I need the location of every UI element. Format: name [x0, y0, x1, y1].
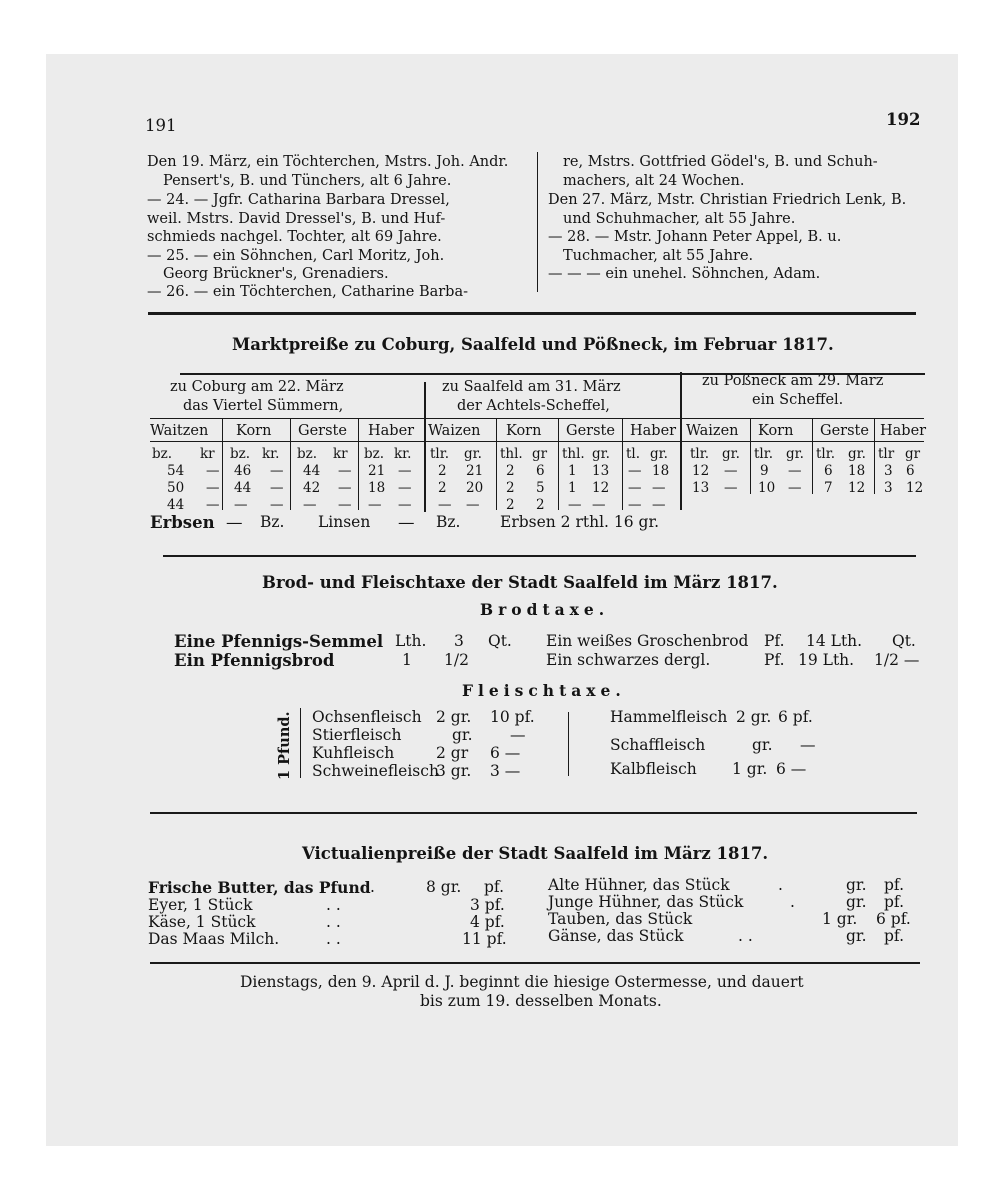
price-cell: 5 [536, 480, 545, 496]
victual-pf: pf. [484, 878, 505, 896]
notice-line: Pensert's, B. und Tünchers, alt 6 Jahre. [163, 173, 452, 189]
poessneck-header: zu Pößneck am 29. März [702, 373, 884, 389]
column-divider [568, 712, 569, 776]
notice-line: bis zum 19. desselben Monats. [420, 992, 662, 1010]
unit-label: tlr. [430, 446, 450, 462]
victual-item: Gänse, das Stück [548, 927, 684, 945]
leader-dots: . [790, 893, 795, 911]
victual-gr: 1 gr. [822, 910, 858, 928]
victual-title: Victualienpreiße der Stadt Saalfeld im März 1817. [302, 844, 769, 863]
fleisch-gr: gr. [752, 736, 773, 754]
price-cell: 13 [692, 480, 710, 496]
col-saalfeld-gerste: Gerste [566, 423, 615, 439]
price-cell: — [788, 480, 802, 496]
leader-dots: . . [738, 927, 753, 945]
price-cell: 21 [368, 463, 386, 479]
unit-label: gr. [786, 446, 804, 462]
unit-label: tlr. [816, 446, 836, 462]
brod-value: Qt. [488, 632, 512, 650]
price-cell: — [270, 463, 284, 479]
linsen-label: Linsen [318, 513, 371, 531]
brod-value: 3 [454, 632, 464, 650]
fleisch-gr: 2 gr [436, 744, 469, 762]
unit-label: gr. [464, 446, 482, 462]
price-cell: 20 [466, 480, 484, 496]
section-rule [150, 812, 917, 814]
price-cell: — [724, 463, 738, 479]
price-cell: — [234, 497, 248, 513]
victual-pf: 4 pf. [470, 913, 505, 931]
price-cell: — [652, 497, 666, 513]
unit-label: bz. [230, 446, 251, 462]
unit-label: tlr [878, 446, 895, 462]
price-cell: 6 [906, 463, 915, 479]
price-cell: 6 [536, 463, 545, 479]
price-cell: 9 [760, 463, 769, 479]
price-cell: 7 [824, 480, 833, 496]
notice-line: — 28. — Mstr. Johann Peter Appel, B. u. [548, 229, 842, 245]
brod-item: Eine Pfennigs-Semmel [174, 632, 384, 651]
column-divider [222, 418, 223, 510]
victual-pf: pf. [884, 876, 905, 894]
brod-value: 19 Lth. [798, 651, 855, 669]
price-cell: — [724, 480, 738, 496]
victual-gr: 8 gr. [426, 878, 462, 896]
fleisch-item: Hammelfleisch [610, 708, 728, 726]
victual-item: Frische Butter, das Pfund [148, 878, 371, 897]
price-cell: — [788, 463, 802, 479]
unit-label: tlr. [754, 446, 774, 462]
price-cell: — [398, 480, 412, 496]
price-cell: 1 [568, 480, 577, 496]
notice-line: weil. Mstrs. David Dressel's, B. und Huf- [147, 211, 446, 227]
unit-label: kr [200, 446, 215, 462]
price-cell: — [206, 480, 220, 496]
price-cell: 12 [848, 480, 866, 496]
unit-label: Bz. [260, 513, 285, 531]
table-rule [150, 418, 924, 419]
price-cell: — [206, 463, 220, 479]
page-number-left: 191 [145, 116, 177, 135]
price-cell: 42 [303, 480, 321, 496]
price-cell: — [438, 497, 452, 513]
price-cell: 2 [506, 480, 515, 496]
brod-value: Qt. [892, 632, 916, 650]
brod-item: Ein Pfennigsbrod [174, 651, 335, 670]
price-cell: 12 [906, 480, 924, 496]
fleisch-gr: 2 gr. [436, 708, 472, 726]
fleisch-gr: 1 gr. [732, 760, 768, 778]
unit-label: bz. [152, 446, 173, 462]
poessneck-subheader: ein Scheffel. [752, 392, 844, 408]
price-cell: — [270, 480, 284, 496]
victual-pf: 11 pf. [462, 930, 507, 948]
victual-gr: gr. [846, 927, 867, 945]
notice-line: — 25. — ein Söhnchen, Carl Moritz, Joh. [147, 248, 445, 264]
column-divider [558, 418, 559, 510]
notice-line: Den 27. März, Mstr. Christian Friedrich Lenk, B. [548, 192, 907, 208]
victual-item: Tauben, das Stück [548, 910, 693, 928]
price-cell: — [628, 497, 642, 513]
leader-dots: . . [326, 896, 341, 914]
price-cell: — [592, 497, 606, 513]
victual-pf: pf. [884, 927, 905, 945]
notice-line: machers, alt 24 Wochen. [563, 173, 745, 189]
unit-label: gr. [650, 446, 668, 462]
column-divider [874, 418, 875, 494]
victual-item: Käse, 1 Stück [148, 913, 256, 931]
fleisch-item: Ochsenfleisch [312, 708, 422, 726]
col-saalfeld-haber: Haber [630, 423, 677, 439]
price-cell: 46 [234, 463, 252, 479]
col-poessneck-gerste: Gerste [820, 423, 869, 439]
fleisch-gr: 2 gr. [736, 708, 772, 726]
col-saalfeld-waizen: Waizen [428, 423, 481, 439]
column-divider [496, 418, 497, 510]
brodtaxe-heading: Brodtaxe. [480, 600, 610, 619]
leader-dots: . [370, 878, 375, 896]
price-cell: — [368, 497, 382, 513]
victual-item: Eyer, 1 Stück [148, 896, 253, 914]
saalfeld-subheader: der Achtels-Scheffel, [457, 398, 610, 414]
price-cell: 2 [506, 497, 515, 513]
victual-gr: gr. [846, 893, 867, 911]
unit-label: Bz. [436, 513, 461, 531]
brod-value: 1/2 — [874, 651, 920, 669]
price-cell: 2 [438, 480, 447, 496]
coburg-header: zu Coburg am 22. März [170, 379, 344, 395]
brod-unit: Pf. [764, 632, 785, 650]
unit-label: gr. [722, 446, 740, 462]
erbsen-label: Erbsen [150, 513, 215, 532]
notice-line: und Schuhmacher, alt 55 Jahre. [563, 211, 796, 227]
notice-line: Tuchmacher, alt 55 Jahre. [563, 248, 754, 264]
price-cell: 3 [884, 480, 893, 496]
brod-unit: Lth. [395, 632, 427, 650]
victual-item: Junge Hühner, das Stück [548, 893, 744, 911]
unit-label: kr. [394, 446, 412, 462]
column-divider [537, 152, 538, 292]
victual-pf: 6 pf. [876, 910, 911, 928]
price-cell: — [398, 463, 412, 479]
fleisch-pf: 6 pf. [778, 708, 813, 726]
price-cell: 12 [692, 463, 710, 479]
fleisch-pf: — [510, 726, 526, 744]
fleisch-item: Schaffleisch [610, 736, 706, 754]
price-cell: 6 [824, 463, 833, 479]
fleisch-item: Schweinefleisch [312, 762, 439, 780]
notice-line: schmieds nachgel. Tochter, alt 69 Jahre. [147, 229, 442, 245]
fleisch-item: Kalbfleisch [610, 760, 697, 778]
price-cell: 12 [592, 480, 610, 496]
notice-line: Georg Brückner's, Grenadiers. [163, 266, 389, 282]
group-divider [424, 382, 426, 512]
price-cell: 3 [884, 463, 893, 479]
coburg-subheader: das Viertel Sümmern, [183, 398, 344, 414]
col-coburg-gerste: Gerste [298, 423, 347, 439]
victual-gr: gr. [846, 876, 867, 894]
price-cell: 50 [167, 480, 185, 496]
col-poessneck-korn: Korn [758, 423, 794, 439]
unit-label: tl. [626, 446, 641, 462]
col-coburg-korn: Korn [236, 423, 272, 439]
unit-label: kr [333, 446, 348, 462]
price-cell: 18 [368, 480, 386, 496]
unit-label: thl. [562, 446, 585, 462]
fleisch-pf: — [800, 736, 816, 754]
fleischtaxe-heading: Fleischtaxe. [462, 681, 626, 700]
fleisch-pf: 6 — [490, 744, 521, 762]
table-rule [150, 441, 924, 442]
brod-item: Ein weißes Groschenbrod [546, 632, 749, 650]
price-cell: — [303, 497, 317, 513]
price-cell: — [338, 463, 352, 479]
notice-line: Dienstags, den 9. April d. J. beginnt die hiesige Ostermesse, und dauert [240, 973, 804, 991]
leader-dots: . [778, 876, 783, 894]
price-cell: 10 [758, 480, 776, 496]
column-divider [622, 418, 623, 510]
col-poessneck-haber: Haber [880, 423, 927, 439]
fleisch-pf: 10 pf. [490, 708, 535, 726]
fleisch-item: Kuhfleisch [312, 744, 395, 762]
price-dash: — [398, 513, 415, 532]
unit-label: gr. [592, 446, 610, 462]
column-divider [812, 418, 813, 494]
market-title: Marktpreiße zu Coburg, Saalfeld und Pößneck, im Februar 1817. [232, 335, 834, 354]
bracket-line [300, 708, 301, 778]
price-cell: 1 [568, 463, 577, 479]
col-poessneck-waizen: Waizen [686, 423, 739, 439]
unit-label: gr [905, 446, 921, 462]
price-cell: — [270, 497, 284, 513]
brod-item: Ein schwarzes dergl. [546, 651, 711, 669]
notice-line: re, Mstrs. Gottfried Gödel's, B. und Schuh- [563, 154, 878, 170]
price-cell: 18 [652, 463, 670, 479]
notice-line: — 26. — ein Töchterchen, Catharine Barba- [147, 284, 468, 300]
brod-unit: 1 [402, 651, 412, 669]
saalfeld-header: zu Saalfeld am 31. März [442, 379, 621, 395]
price-cell: — [338, 497, 352, 513]
price-cell: 54 [167, 463, 185, 479]
price-cell: 2 [438, 463, 447, 479]
victual-pf: pf. [884, 893, 905, 911]
price-cell: — [628, 480, 642, 496]
notice-line: — 24. — Jgfr. Catharina Barbara Dressel, [147, 192, 450, 208]
victual-item: Das Maas Milch. [148, 930, 280, 948]
fleisch-gr: gr. [452, 726, 473, 744]
price-cell: 2 [506, 463, 515, 479]
unit-label: gr. [848, 446, 866, 462]
page-number-right: 192 [886, 110, 921, 129]
price-cell: 2 [536, 497, 545, 513]
column-divider [358, 418, 359, 510]
leader-dots: . . [326, 913, 341, 931]
price-cell: — [398, 497, 412, 513]
notice-line: Den 19. März, ein Töchterchen, Mstrs. Joh. Andr. [147, 154, 509, 170]
section-rule [148, 312, 916, 315]
unit-label: tlr. [690, 446, 710, 462]
column-divider [290, 418, 291, 510]
col-coburg-haber: Haber [368, 423, 415, 439]
pfund-label: 1 Pfund. [276, 711, 293, 780]
unit-label: kr. [262, 446, 280, 462]
col-saalfeld-korn: Korn [506, 423, 542, 439]
victual-pf: 3 pf. [470, 896, 505, 914]
price-cell: 44 [167, 497, 185, 513]
price-cell: 44 [303, 463, 321, 479]
price-cell: 18 [848, 463, 866, 479]
saalfeld-erbsen-price: Erbsen 2 rthl. 16 gr. [500, 513, 660, 531]
section-rule [150, 962, 920, 964]
victual-item: Alte Hühner, das Stück [548, 876, 730, 894]
brod-value: 1/2 [444, 651, 469, 669]
column-divider [750, 418, 751, 494]
section-rule [163, 555, 916, 557]
fleisch-item: Stierfleisch [312, 726, 402, 744]
price-cell: 21 [466, 463, 484, 479]
unit-label: gr [532, 446, 548, 462]
fleisch-pf: 6 — [776, 760, 807, 778]
price-cell: — [628, 463, 642, 479]
brod-unit: Pf. [764, 651, 785, 669]
unit-label: thl. [500, 446, 523, 462]
price-cell: — [652, 480, 666, 496]
brod-value: 14 Lth. [806, 632, 863, 650]
price-dash: — [226, 513, 243, 532]
unit-label: bz. [297, 446, 318, 462]
col-coburg-waitzen: Waitzen [150, 423, 209, 439]
price-cell: 44 [234, 480, 252, 496]
fleisch-pf: 3 — [490, 762, 521, 780]
fleisch-gr: 3 gr. [436, 762, 472, 780]
notice-line: — — — ein unehel. Söhnchen, Adam. [548, 266, 821, 282]
unit-label: bz. [364, 446, 385, 462]
price-cell: — [466, 497, 480, 513]
taxe-title: Brod- und Fleischtaxe der Stadt Saalfeld im März 1817. [262, 573, 778, 592]
price-cell: 13 [592, 463, 610, 479]
price-cell: — [568, 497, 582, 513]
price-cell: — [338, 480, 352, 496]
leader-dots: . . [326, 930, 341, 948]
price-cell: — [206, 497, 220, 513]
